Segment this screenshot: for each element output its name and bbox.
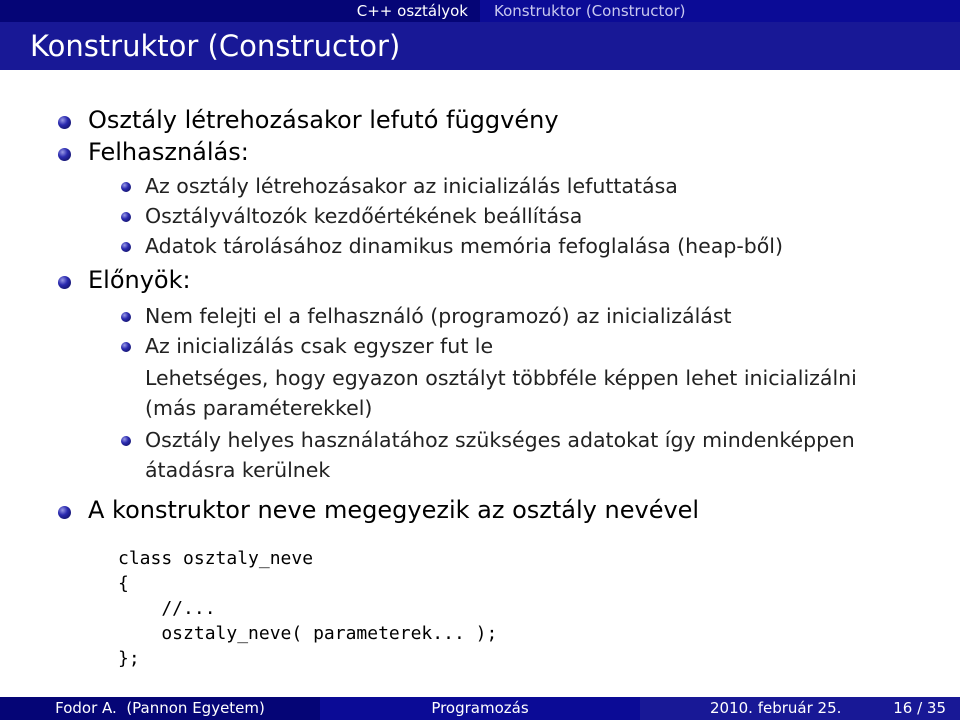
sub-bullet-item: Adatok tárolásához dinamikus memória fefoglalása (heap-ből) [145, 234, 783, 258]
sub-bullet-icon [121, 436, 131, 446]
navigation-bar [0, 0, 960, 22]
footer-author: Fodor A. (Pannon Egyetem) [0, 697, 320, 720]
code-line: osztaly_neve( parameterek... ); [118, 623, 498, 644]
sub-bullet-item: Az osztály létrehozásakor az inicializálás lefuttatása [145, 174, 678, 198]
footer-course: Programozás [320, 697, 640, 720]
bullet-icon [58, 506, 71, 519]
sub-bullet-icon [121, 312, 131, 322]
code-line: class osztaly_neve [118, 548, 314, 569]
code-line: }; [118, 648, 140, 669]
sub-bullet-item: Osztályváltozók kezdőértékének beállítása [145, 204, 583, 228]
sub-bullet-item: Az inicializálás csak egyszer fut le [145, 334, 494, 358]
frame-title-bar [0, 22, 960, 70]
sub-bullet-continuation: (más paraméterekkel) [145, 396, 373, 420]
bullet-icon [58, 276, 71, 289]
sub-bullet-item: Nem felejti el a felhasználó (programozó) az inicializálást [145, 304, 732, 328]
frame-title: Konstruktor (Constructor) [30, 29, 401, 63]
bullet-item: A konstruktor neve megegyezik az osztály nevével [88, 496, 700, 524]
bullet-item: Előnyök: [88, 266, 191, 294]
code-line: { [118, 573, 129, 594]
sub-bullet-item: Osztály helyes használatához szükséges adatokat így mindenképpen [145, 428, 855, 452]
code-block [118, 546, 497, 671]
footer-info [640, 697, 960, 720]
sub-bullet-icon [121, 182, 131, 192]
sub-bullet-continuation: átadásra kerülnek [145, 458, 331, 482]
nav-section-link[interactable]: C++ osztályok [0, 0, 480, 22]
nav-subsection-link[interactable]: Konstruktor (Constructor) [480, 0, 960, 22]
bullet-item: Osztály létrehozásakor lefutó függvény [88, 106, 559, 134]
sub-bullet-continuation: Lehetséges, hogy egyazon osztályt többféle képpen lehet inicializálni [145, 366, 857, 390]
sub-bullet-icon [121, 242, 131, 252]
footer-date: 2010. február 25. [710, 699, 842, 717]
bullet-item: Felhasználás: [88, 138, 249, 166]
bullet-icon [58, 148, 71, 161]
sub-bullet-icon [121, 212, 131, 222]
code-line: //... [118, 598, 216, 619]
bullet-icon [58, 116, 71, 129]
sub-bullet-icon [121, 342, 131, 352]
footer-bar [0, 697, 960, 720]
footer-page-number: 16 / 35 [893, 699, 946, 717]
